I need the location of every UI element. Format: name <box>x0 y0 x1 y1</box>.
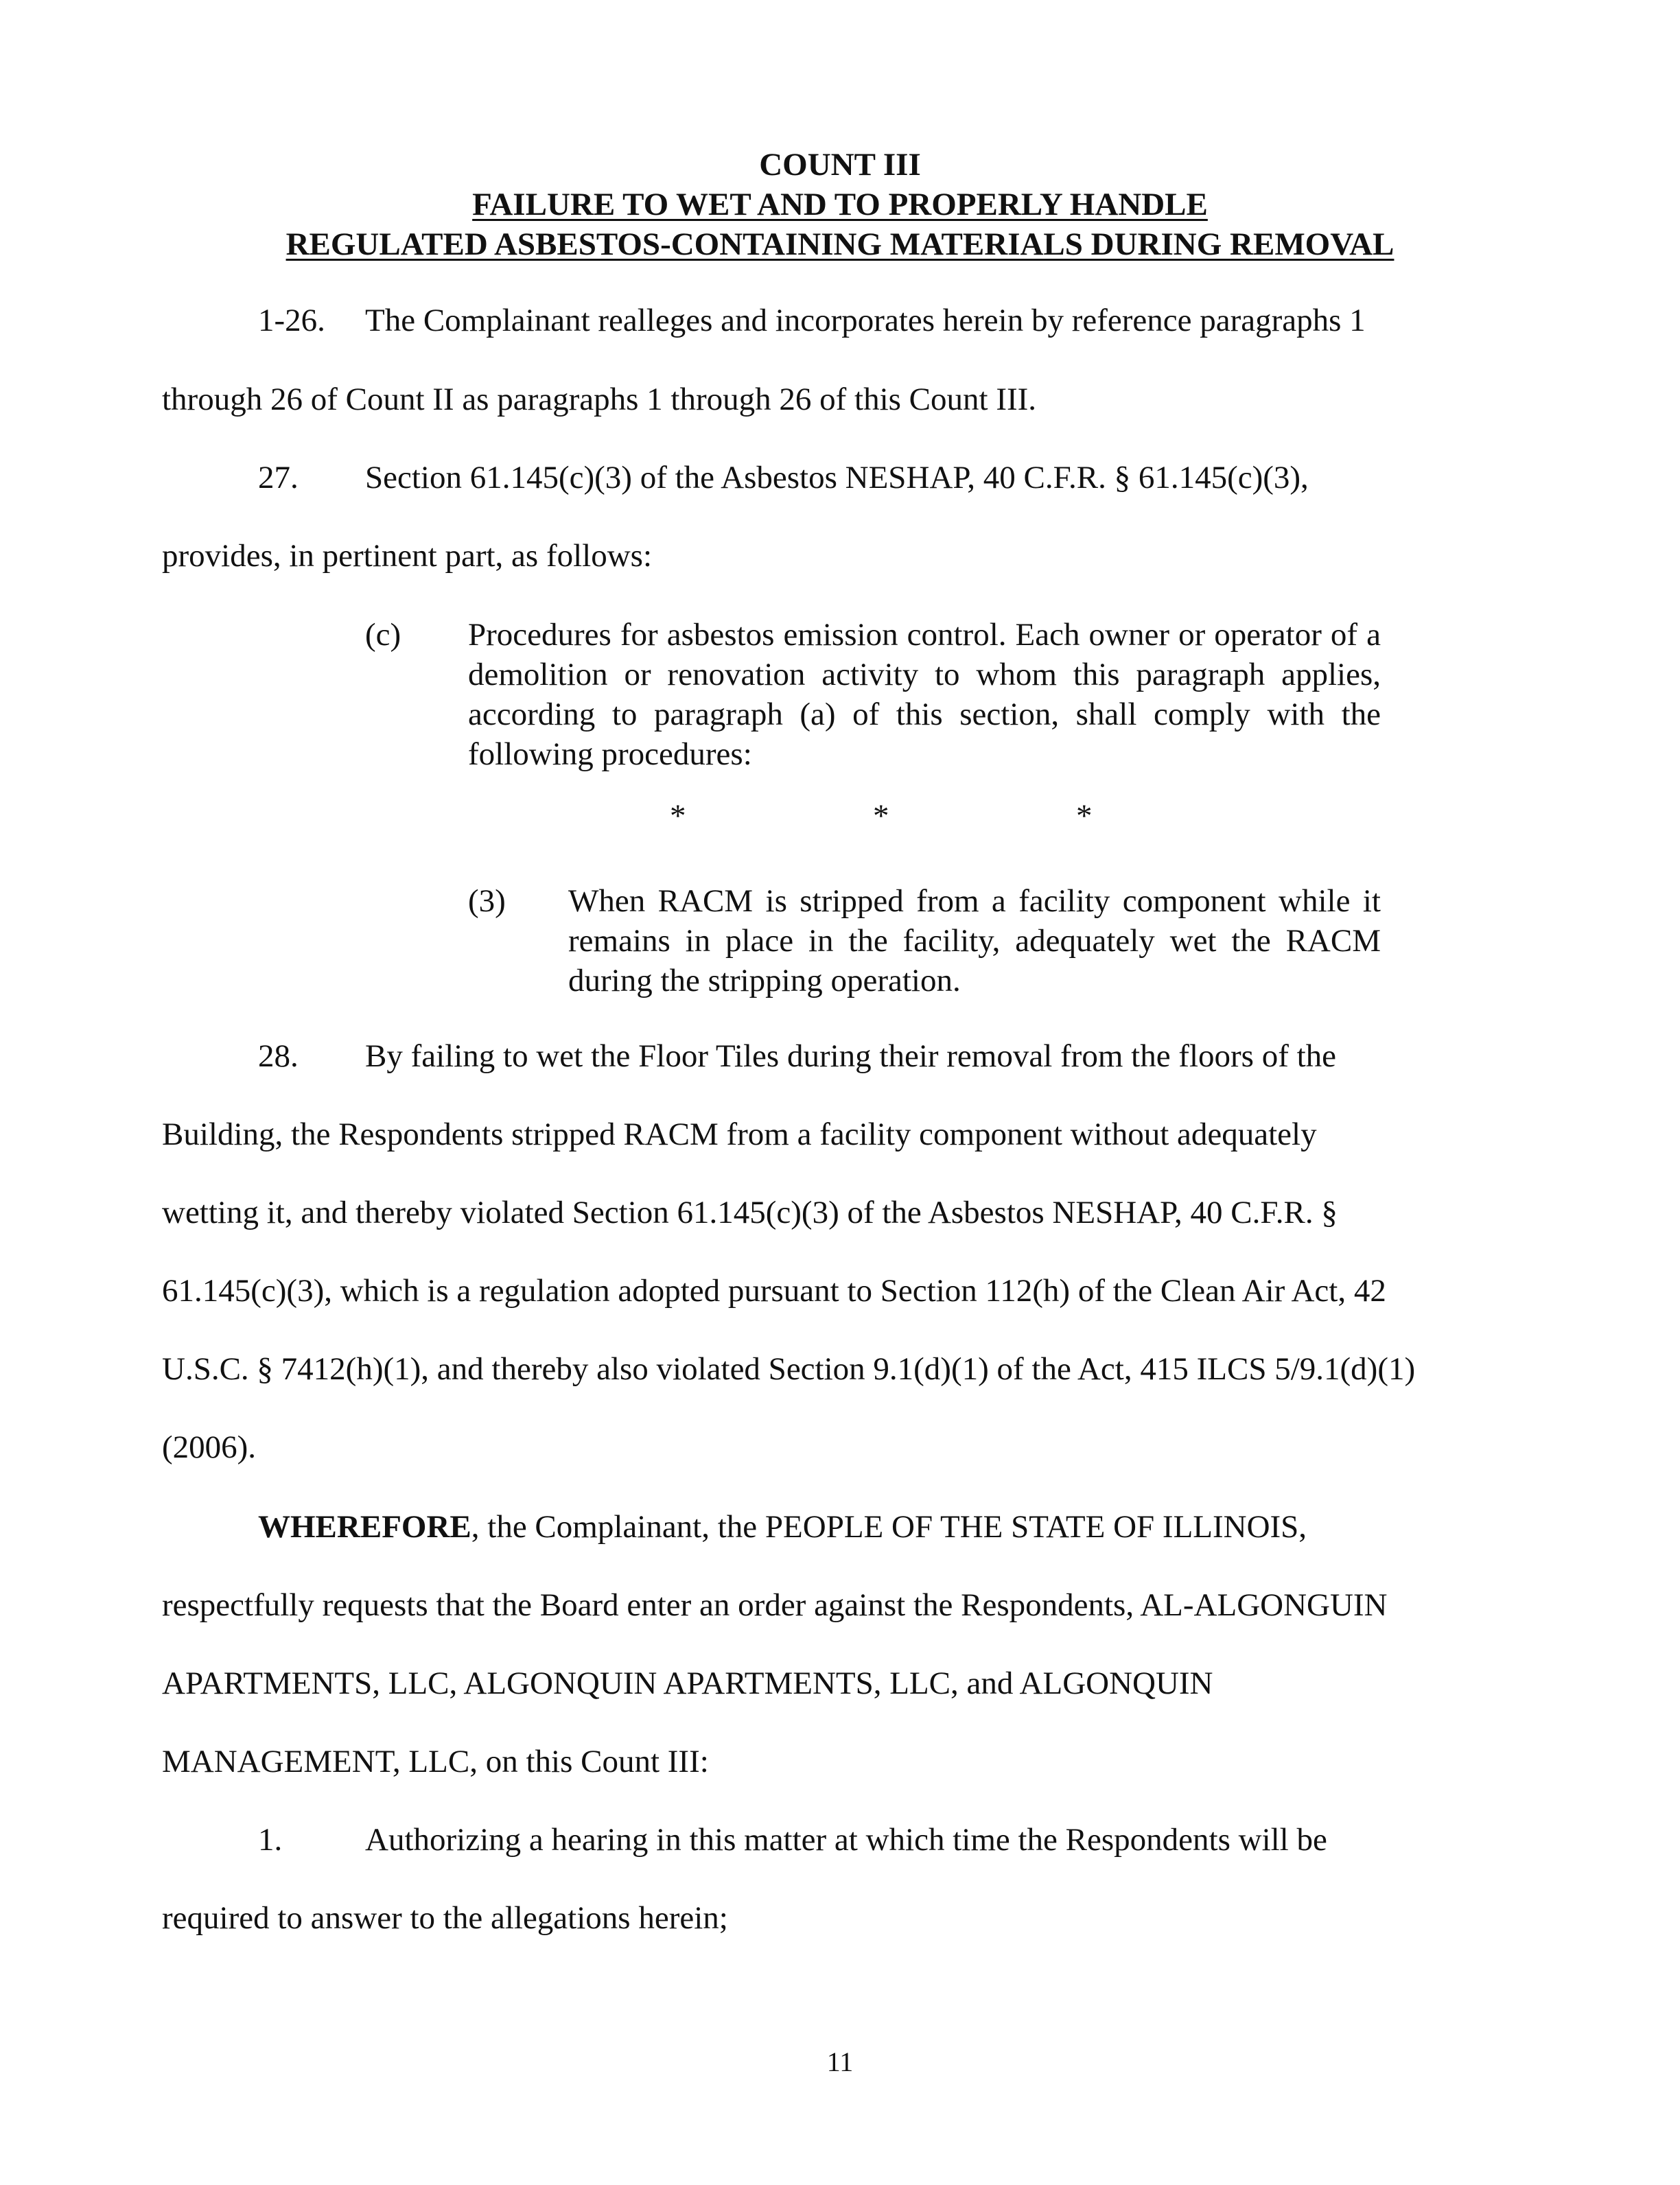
paragraph-text: (2006). <box>162 1429 257 1465</box>
relief-text: Authorizing a hearing in this matter at which time the Respondents will be <box>365 1822 1327 1858</box>
paragraph-text: wetting it, and thereby violated Section 61.145(c)(3) of the Asbestos NESHAP, 40 C.F.R. § <box>162 1195 1338 1230</box>
ellipsis-star: * <box>670 798 686 834</box>
paragraph-text: 61.145(c)(3), which is a regulation adopted pursuant to Section 112(h) of the Clean Air Act, 42 <box>162 1273 1386 1309</box>
paragraph-text: provides, in pertinent part, as follows: <box>162 538 652 574</box>
count-heading: COUNT III <box>759 147 921 183</box>
wherefore-keyword: WHEREFORE <box>258 1509 471 1545</box>
wherefore-line-3: APARTMENTS, LLC, ALGONQUIN APARTMENTS, LLC, and ALGONQUIN <box>162 1666 1213 1701</box>
paragraph-number: 1-26. <box>258 303 325 338</box>
page-number: 11 <box>826 2046 854 2077</box>
quote-text-c: Procedures for asbestos emission control. Each owner or operator of a demolition or renovation activity to whom this paragraph applies, according to paragraph (a) of this section, shall comply with the following procedures: <box>468 617 1381 772</box>
paragraph-text: through 26 of Count II as paragraphs 1 through 26 of this Count III. <box>162 382 1037 417</box>
relief-number: 1. <box>258 1822 283 1858</box>
wherefore-text: , the Complainant, the PEOPLE OF THE STATE OF ILLINOIS, <box>471 1509 1307 1545</box>
ellipsis-star: * <box>873 798 889 834</box>
paragraph-number: 27. <box>258 460 299 495</box>
wherefore-line-1 <box>258 1507 1307 1547</box>
count-title-line-2: REGULATED ASBESTOS-CONTAINING MATERIALS DURING REMOVAL <box>285 226 1395 262</box>
wherefore-line-2: respectfully requests that the Board enter an order against the Respondents, AL-ALGONGUIN <box>162 1587 1388 1623</box>
quote-label-c: (c) <box>365 617 401 653</box>
paragraph-number: 28. <box>258 1038 299 1074</box>
count-title-line-1: FAILURE TO WET AND TO PROPERLY HANDLE <box>472 187 1208 222</box>
quote-label-3: (3) <box>468 883 506 919</box>
paragraph-text: U.S.C. § 7412(h)(1), and thereby also violated Section 9.1(d)(1) of the Act, 415 ILCS 5/9.1(d)(1) <box>162 1351 1416 1387</box>
paragraph-text: Building, the Respondents stripped RACM from a facility component without adequately <box>162 1117 1317 1152</box>
paragraph-text: Section 61.145(c)(3) of the Asbestos NESHAP, 40 C.F.R. § 61.145(c)(3), <box>365 460 1309 495</box>
wherefore-line-4: MANAGEMENT, LLC, on this Count III: <box>162 1744 709 1779</box>
paragraph-text: The Complainant realleges and incorporates herein by reference paragraphs 1 <box>365 303 1366 338</box>
ellipsis-star: * <box>1076 798 1093 834</box>
quote-text-3: When RACM is stripped from a facility component while it remains in place in the facility, adequately wet the RACM during the stripping operation. <box>568 883 1381 998</box>
relief-text: required to answer to the allegations herein; <box>162 1900 728 1936</box>
paragraph-text: By failing to wet the Floor Tiles during their removal from the floors of the <box>365 1038 1337 1074</box>
